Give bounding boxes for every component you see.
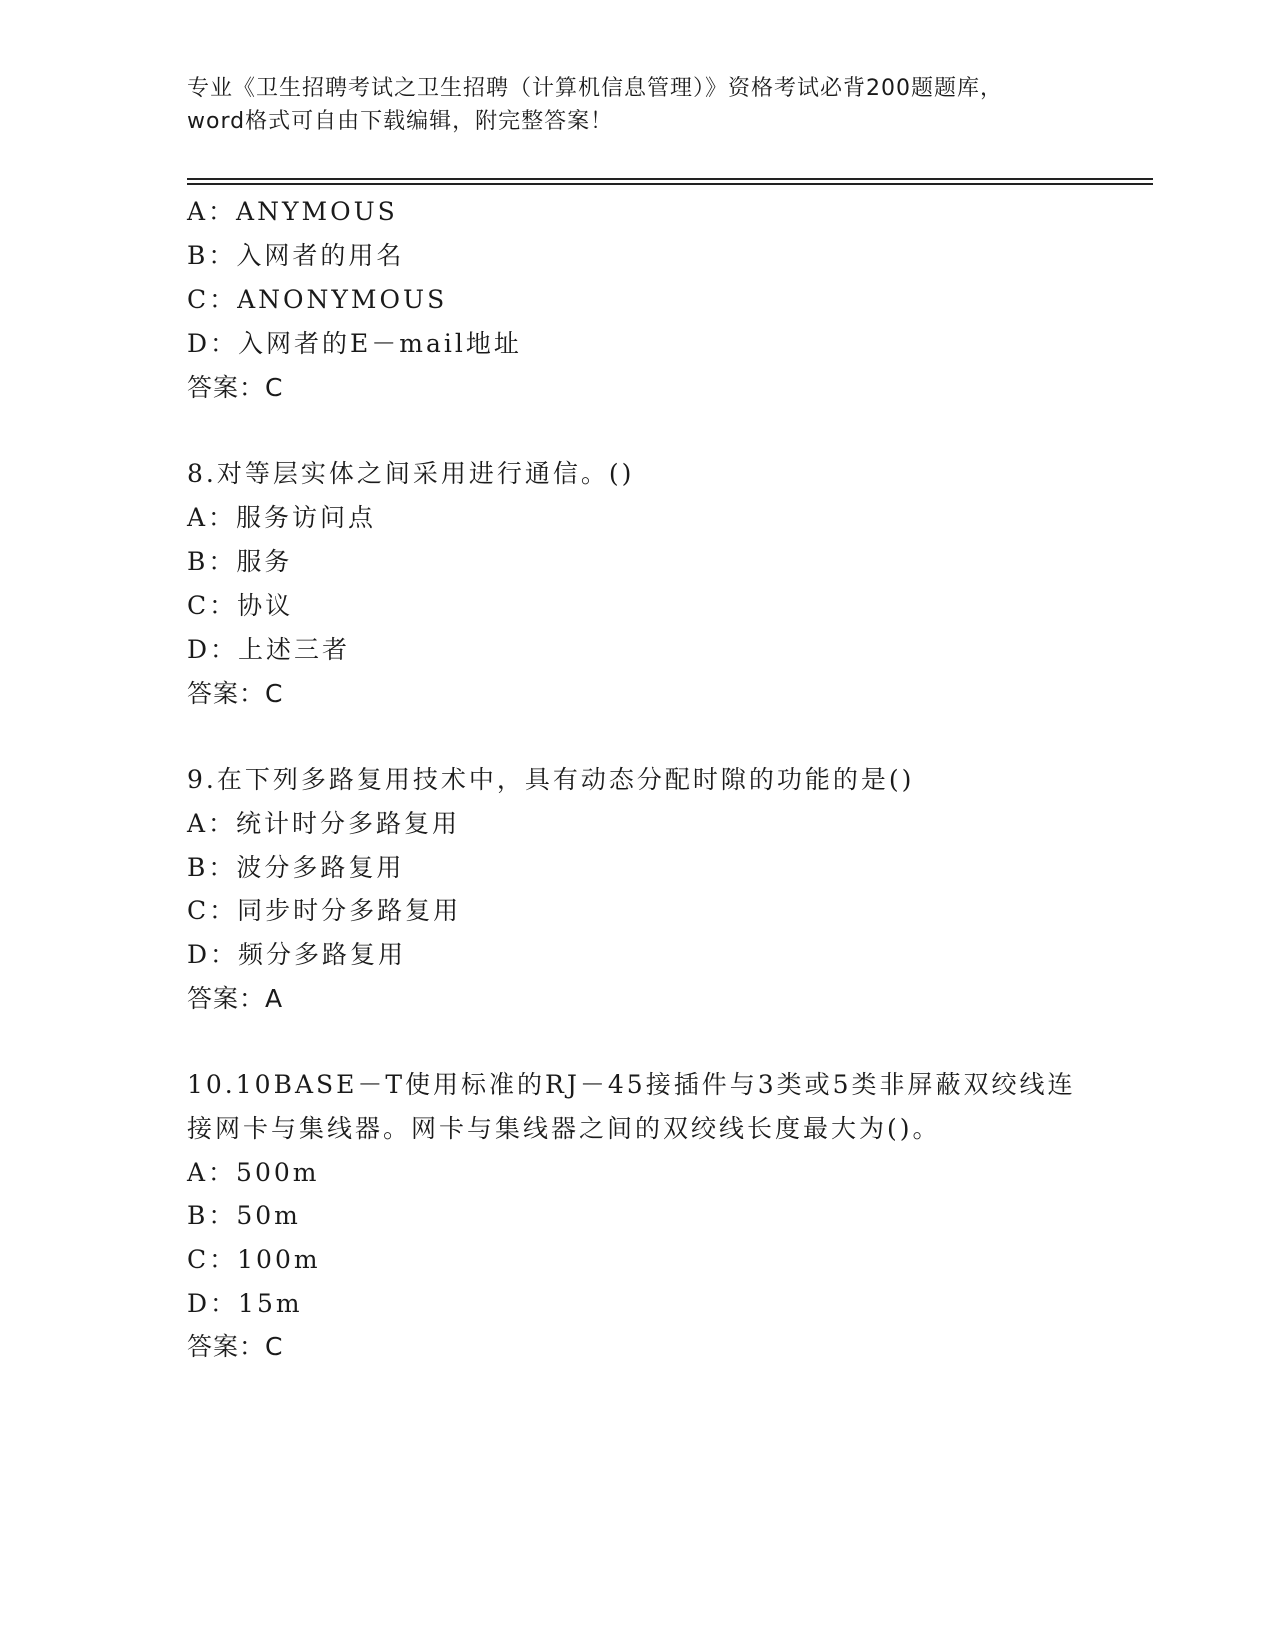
q8-option-c: C：协议 [187, 591, 294, 620]
q9-option-c: C：同步时分多路复用 [187, 896, 462, 925]
q10-stem-line-1: 10.10BASE－T使用标准的RJ－45接插件与3类或5类非屏蔽双绞线连 [187, 1070, 1076, 1099]
q8-answer: 答案：C [187, 679, 284, 708]
header-divider-bottom [187, 183, 1153, 185]
header-line-2: word格式可自由下载编辑，附完整答案！ [187, 109, 614, 134]
q7-option-a: A：ANYMOUS [187, 197, 398, 226]
q7-answer: 答案：C [187, 373, 284, 402]
q9-answer: 答案：A [187, 984, 284, 1013]
q10-option-d: D：15m [187, 1289, 303, 1318]
q10-option-c: C：100m [187, 1245, 321, 1274]
q10-stem-line-2: 接网卡与集线器。网卡与集线器之间的双绞线长度最大为()。 [187, 1114, 941, 1143]
q9-stem: 9.在下列多路复用技术中，具有动态分配时隙的功能的是() [187, 765, 915, 794]
q10-answer: 答案：C [187, 1332, 284, 1361]
q9-option-b: B：波分多路复用 [187, 853, 405, 882]
document-header [187, 72, 1087, 138]
q7-option-c: C：ANONYMOUS [187, 285, 448, 314]
q7-option-d: D：入网者的E－mail地址 [187, 329, 522, 358]
q10-option-a: A：500m [187, 1158, 320, 1187]
header-divider-top [187, 178, 1153, 180]
header-line-1: 专业《卫生招聘考试之卫生招聘（计算机信息管理）》资格考试必背200题题库， [187, 76, 1003, 101]
q9-option-d: D：频分多路复用 [187, 940, 407, 969]
q8-option-b: B：服务 [187, 547, 293, 576]
q8-option-a: A：服务访问点 [187, 503, 377, 532]
q10-option-b: B：50m [187, 1201, 301, 1230]
q7-option-b: B：入网者的用名 [187, 241, 405, 270]
q8-option-d: D：上述三者 [187, 635, 351, 664]
q8-stem: 8.对等层实体之间采用进行通信。() [187, 459, 635, 488]
q9-option-a: A：统计时分多路复用 [187, 809, 461, 838]
